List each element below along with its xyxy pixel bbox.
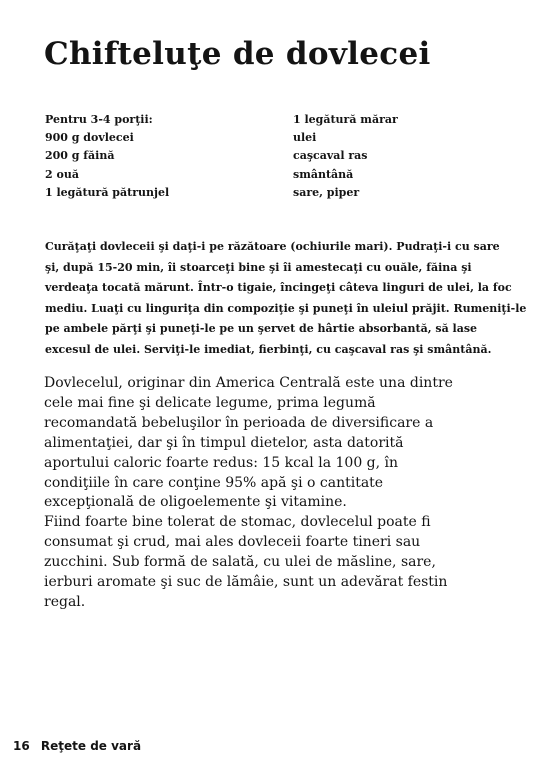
ingredient-item: 1 legătură pătrunjel: [45, 185, 170, 199]
page-number: 16: [13, 739, 30, 753]
ingredients-right-column: [293, 111, 398, 202]
ingredient-item: caşcaval ras: [293, 149, 368, 163]
instruction-line: verdeaţa tocată mărunt. Într-o tigaie, încingeţi câteva linguri de ulei, la foc: [45, 281, 512, 295]
servings-line: Pentru 3-4 porţii:: [45, 113, 153, 126]
ingredient-item: 900 g dovlecei: [45, 131, 134, 145]
info-line: alimentaţiei, dar şi în timpul dietelor, asta datorită: [44, 434, 404, 451]
info-line: regal.: [44, 593, 86, 610]
info-line: excepţională de oligoelemente şi vitamine.: [44, 494, 347, 511]
info-line: condiţiile în care conţine 95% apă şi o cantitate: [44, 474, 384, 491]
instruction-line: mediu. Luaţi cu linguriţa din compoziţie şi puneţi în uleiul prăjit. Rumeniţi-le: [45, 301, 527, 315]
info-line: aportului caloric foarte redus: 15 kcal la 100 g, în: [44, 454, 399, 471]
info-line: zucchini. Sub formă de salată, cu ulei de măsline, sare,: [44, 554, 436, 571]
info-line: recomandată bebeluşilor în perioada de diversificare a: [44, 414, 434, 431]
instruction-line: şi, după 15-20 min, îi stoarceţi bine şi îi amestecaţi cu ouăle, făina şi: [45, 260, 472, 274]
ingredient-item: 2 ouă: [45, 167, 79, 181]
instruction-line: excesul de ulei. Serviţi-le imediat, fierbinţi, cu caşcaval ras şi smântână.: [45, 342, 492, 356]
preparation-instructions: [45, 237, 527, 361]
info-line: Fiind foarte bine tolerat de stomac, dovlecelul poate fi: [44, 514, 431, 531]
info-line: cele mai fine şi delicate legume, prima legumă: [44, 394, 376, 411]
ingredient-item: sare, piper: [293, 185, 360, 199]
ingredient-item: 1 legătură mărar: [293, 113, 398, 126]
page-footer: [13, 739, 141, 753]
zucchini-info-text: [44, 374, 529, 613]
info-line: consumat şi crud, mai ales dovleceii foarte tineri sau: [44, 534, 421, 551]
ingredients-left-column: [45, 111, 169, 202]
book-title: Reţete de vară: [40, 739, 142, 753]
instruction-line: pe ambele părţi şi puneţi-le pe un şervet de hârtie absorbantă, să lase: [45, 322, 478, 336]
ingredient-item: 200 g făină: [45, 149, 115, 163]
ingredient-item: ulei: [293, 131, 317, 145]
info-line: ierburi aromate şi suc de lămâie, sunt un adevărat festin: [44, 574, 448, 591]
recipe-title: Chifteluţe de dovlecei: [44, 36, 431, 72]
ingredient-item: smântână: [293, 167, 354, 181]
info-line: Dovlecelul, originar din America Centrală este una dintre: [44, 375, 453, 391]
instruction-line: Curăţaţi dovleceii şi daţi-i pe răzătoare (ochiurile mari). Pudraţi-i cu sare: [45, 240, 500, 253]
